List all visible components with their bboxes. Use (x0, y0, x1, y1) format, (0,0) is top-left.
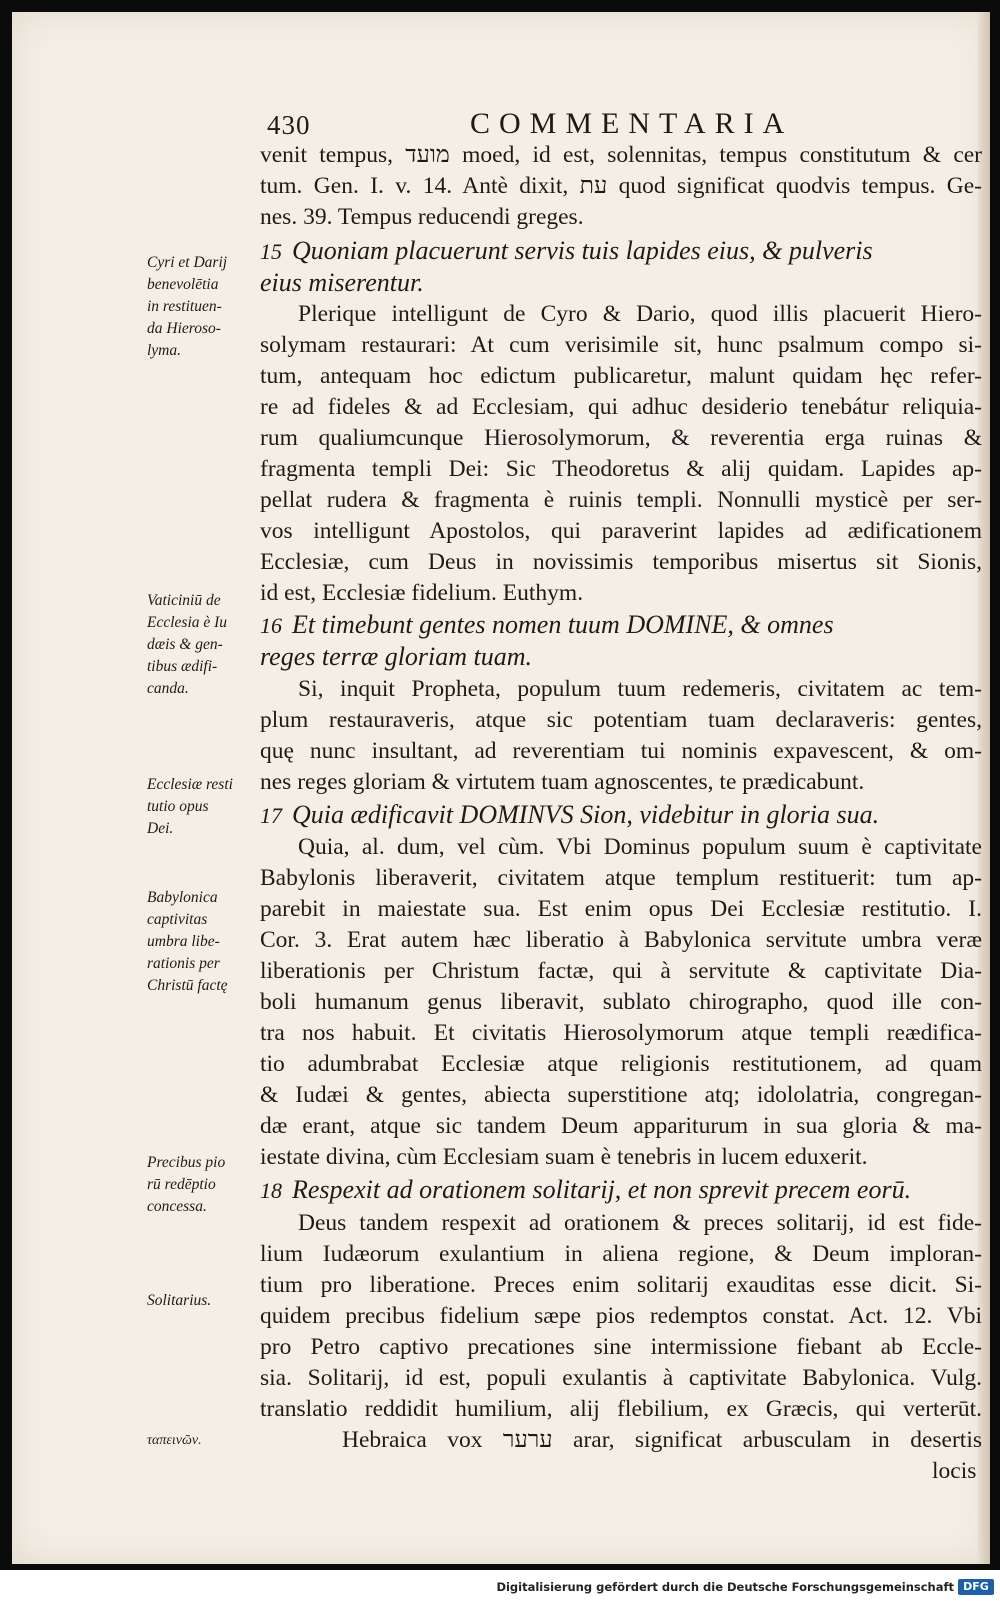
margin-note-line: Precibus pio (147, 1154, 226, 1171)
dfg-logo: DFG (958, 1579, 994, 1595)
book-page (12, 12, 990, 1564)
text-line: tium pro liberatione. Preces enim solitarij exauditas esse dicit. Si- (260, 1272, 982, 1298)
verse-text: Et timebunt gentes nomen tuum DOMINE, & omnes (292, 610, 834, 639)
text-line: nes. 39. Tempus reducendi greges. (260, 204, 584, 230)
margin-note-line: Babylonica (147, 889, 218, 906)
margin-note-line: Cyri et Darij (147, 254, 228, 271)
text-line: fragmenta templi Dei: Sic Theodoretus & alij quidam. Lapides ap- (260, 456, 982, 482)
text-line: rum qualiumcunque Hierosolymorum, & reverentia erga ruinas & (260, 425, 982, 451)
margin-note-line: tibus ædifi- (147, 658, 218, 675)
margin-note-line: da Hieroso- (147, 320, 221, 337)
text-line: Deus tandem respexit ad orationem & preces solitarij, id est fide- (298, 1210, 982, 1236)
funding-credit: Digitalisierung gefördert durch die Deutsche Forschungsgemeinschaft (496, 1580, 954, 1594)
text-line: tio adumbrabat Ecclesiæ atque religionis restitutionem, ad quam (260, 1051, 982, 1077)
margin-note-line: concessa. (147, 1198, 207, 1215)
margin-note (147, 1152, 267, 1218)
text-line: & Iudæi & gentes, abiecta superstitione atq; idololatria, congregan- (260, 1082, 982, 1108)
text-line: boli humanum genus liberavit, sublato chirographo, quod ille con- (260, 989, 982, 1015)
verse-15 (260, 236, 982, 267)
text-line: re ad fideles & ad Ecclesiam, qui adhuc desiderio tenebátur reliquia- (260, 394, 982, 420)
catchword: locis (932, 1458, 977, 1484)
text-line: Plerique intelligunt de Cyro & Dario, quod illis placuerit Hiero- (298, 301, 982, 327)
verse-number: 17 (260, 803, 282, 828)
verse-number: 15 (260, 239, 282, 264)
verse-16-cont: reges terræ gloriam tuam. (260, 642, 533, 671)
verse-17 (260, 800, 982, 831)
margin-note-line: benevolētia (147, 276, 219, 293)
verse-15-cont: eius miserentur. (260, 268, 424, 297)
text-line: sia. Solitarij, id est, populi exulantis à captivitate Babylonica. Vulg. (260, 1365, 982, 1391)
text-line: tra nos habuit. Et civitatis Hierosolymorum atque templi reædifica- (260, 1020, 982, 1046)
text-line: Babylonis liberaverit, civitatem atque templum restituerit: tum ap- (260, 865, 982, 891)
margin-note-line: tutio opus (147, 798, 209, 815)
text-line: tum. Gen. I. v. 14. Antè dixit, עת quod significat quodvis tempus. Ge- (260, 173, 982, 199)
verse-18 (260, 1175, 982, 1206)
verse-16 (260, 610, 982, 641)
verse-text: Respexit ad orationem solitarij, et non sprevit precem eorū. (292, 1175, 912, 1204)
margin-note-line: Dei. (147, 820, 174, 837)
footer-bar (0, 1576, 1000, 1601)
text-line: pellat rudera & fragmenta è ruinis templi. Nonnulli mysticè per ser- (260, 487, 982, 513)
verse-number: 16 (260, 613, 282, 638)
text-line: quidem precibus fidelium sæpe pios redemptos constat. Act. 12. Vbi (260, 1303, 982, 1329)
margin-note-line: rū redēptio (147, 1176, 216, 1193)
text-line: translatio reddidit humilium, alij flebilium, ex Græcis, qui verterūt. (260, 1396, 982, 1422)
margin-note (147, 774, 267, 840)
page-number: 430 (267, 110, 311, 140)
text-line: Quia, al. dum, vel cùm. Vbi Dominus populum suum è captivitate (298, 834, 982, 860)
text-line: parebit in maiestate sua. Est enim opus Dei Ecclesiæ restitutio. I. (260, 896, 982, 922)
text-line: dæ erant, atque sic tandem Deum appariturum in sua gloria & ma- (260, 1113, 982, 1139)
margin-note (147, 1290, 267, 1312)
text-line: tum, antequam hoc edictum publicaretur, malunt quidam hęc refer- (260, 363, 982, 389)
text-line: vos intelligunt Apostolos, qui paraverint lapides ad ædificationem (260, 518, 982, 544)
verse-text: Quia ædificavit DOMINVS Sion, videbitur in gloria sua. (292, 800, 880, 829)
text-line: Hebraica vox ערער arar, significat arbusculam in desertis (342, 1427, 982, 1453)
margin-note-line: umbra libe- (147, 933, 220, 950)
verse-text: Quoniam placuerunt servis tuis lapides eius, & pulveris (292, 236, 873, 265)
margin-note-line: dæis & gen- (147, 636, 223, 653)
margin-note (147, 252, 267, 362)
text-line: venit tempus, מועד moed, id est, solennitas, tempus constitutum & cer (260, 142, 982, 168)
margin-note-line: captivitas (147, 911, 208, 928)
margin-note-line: Ecclesia è Iu (147, 614, 228, 631)
text-line: lium Iudæorum exulantium in aliena regione, & Deum imploran- (260, 1241, 982, 1267)
greek-word: ταπεινῶν. (147, 1433, 202, 1448)
margin-note-line: in restituen- (147, 298, 222, 315)
text-line: iestate divina, cùm Ecclesiam suam è tenebris in lucem eduxerit. (260, 1144, 868, 1170)
text-line: quę nunc insultant, ad reverentiam tui nominis expavescent, & om- (260, 738, 982, 764)
text-line: solymam restaurari: At cum verisimile sit, hunc psalmum compo si- (260, 332, 982, 358)
margin-note-line: rationis per (147, 955, 220, 972)
text-line: liberationis per Christum factæ, qui à servitute & captivitate Dia- (260, 958, 982, 984)
text-line: Cor. 3. Erat autem hæc liberatio à Babylonica servitute umbra veræ (260, 927, 982, 953)
margin-note-line: Christū factę (147, 977, 228, 994)
margin-note-line: Vaticiniū de (147, 592, 221, 609)
text-line: nes reges gloriam & virtutem tuam agnoscentes, te prædicabunt. (260, 769, 865, 795)
running-title: COMMENTARIA (470, 107, 794, 140)
margin-note (147, 887, 267, 997)
margin-note-line: Solitarius. (147, 1292, 212, 1309)
margin-note-line: canda. (147, 680, 189, 697)
margin-note (147, 590, 267, 700)
text-line: Ecclesiæ, cum Deus in novissimis temporibus misertus sit Sionis, (260, 549, 982, 575)
margin-note-line: lyma. (147, 342, 182, 359)
text-line: Si, inquit Propheta, populum tuum redemeris, civitatem ac tem- (298, 676, 982, 702)
margin-note-line: Ecclesiæ resti (147, 776, 233, 793)
text-line: pro Petro captivo precationes sine intermissione fiebant ab Eccle- (260, 1334, 982, 1360)
text-line: id est, Ecclesiæ fidelium. Euthym. (260, 580, 584, 606)
verse-number: 18 (260, 1178, 282, 1203)
text-line: plum restauraveris, atque sic potentiam tuam declaraveris: gentes, (260, 707, 982, 733)
